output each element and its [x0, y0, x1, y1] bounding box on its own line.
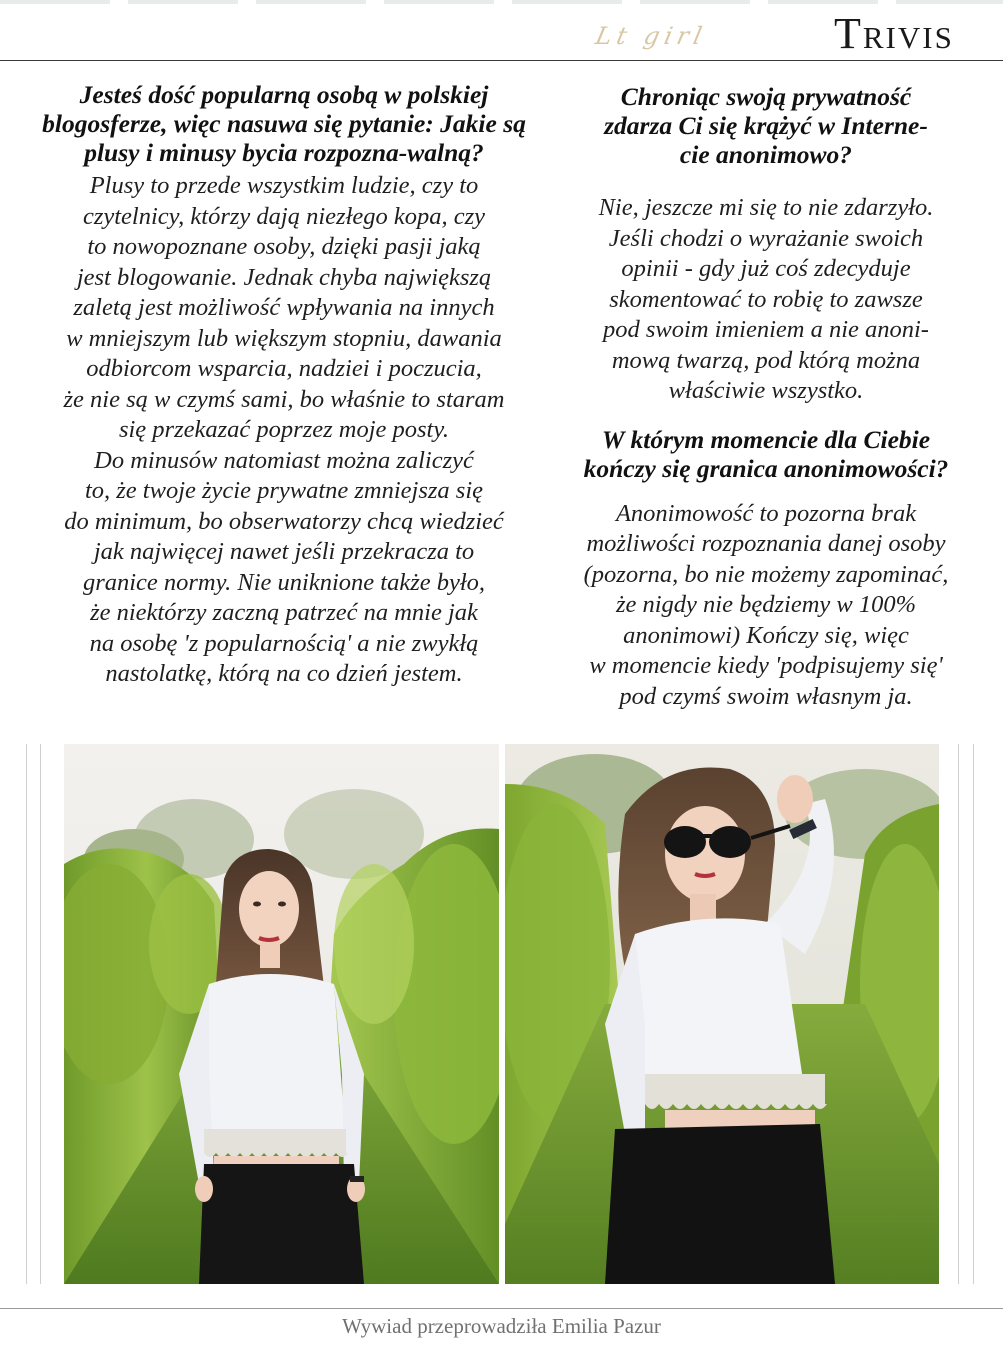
answer-line: w mniejszym lub większym stopniu, dawania	[66, 324, 502, 352]
brand-script-logo: Lt girl	[593, 22, 710, 50]
answer-line: się przekazać poprzez moje posty.	[118, 416, 450, 443]
left-margin-line	[40, 744, 41, 1284]
question-line: W którym momencie dla Ciebie	[601, 424, 931, 454]
answer-line: do minimum, bo obserwatorzy chcą wiedzieć	[64, 507, 504, 535]
answer-line: pod swoim imieniem a nie anoni-	[603, 316, 929, 343]
answer-line: Plusy to przede wszystkim ludzie, czy to	[89, 172, 479, 199]
answer-line: skomentować to robię to zawsze	[609, 285, 923, 313]
interview-credit: Wywiad przeprowadziła Emilia Pazur	[342, 1314, 661, 1338]
answer-line: na osobę 'z popularnością' a nie zwykłą	[89, 629, 479, 657]
left-interview-column	[18, 80, 550, 690]
question-anonymity	[540, 425, 992, 483]
photo-girl-front-image	[64, 744, 499, 1284]
answer-line: to nowopoznane osoby, dzięki pasji jaką	[87, 233, 481, 260]
question-line: Chroniąc swoją prywatność	[620, 82, 912, 111]
question-popularity: Jesteś dość popularną osobą w polskiej blogosferze, więc nasuwa się pytanie: Jakie są plusy i minusy bycia rozpozna-walną?	[42, 80, 526, 167]
photo-girl-sunglasses-image	[505, 744, 939, 1284]
answer-line: Nie, jeszcze mi się to nie zdarzyło.	[598, 194, 934, 221]
answer-line: Jeśli chodzi o wyrażanie swoich	[608, 224, 924, 252]
answer-line: (pozorna, bo nie możemy zapominać,	[583, 560, 949, 588]
page-header	[0, 0, 1003, 62]
question-line: zdarza Ci się krążyć w Interne-	[604, 111, 928, 140]
answer-line: to, że twoje życie prywatne zmniejsza się	[84, 477, 484, 504]
answer-line: że nie są w czymś sami, bo właśnie to staram	[63, 385, 505, 413]
answer-line: Do minusów natomiast można zaliczyć	[94, 446, 474, 474]
answer-line: w momencie kiedy 'podpisujemy się'	[589, 652, 943, 679]
answer-line: możliwości rozpoznania danej osoby	[586, 530, 946, 557]
answer-line: granice normy. Nie uniknione także było,	[82, 568, 486, 596]
footer-divider	[0, 1308, 1003, 1309]
answer-line: czytelnicy, którzy dają niezłego kopa, czy	[82, 202, 486, 230]
question-privacy	[540, 82, 992, 169]
answer-line: jest blogowanie. Jednak chyba największą	[76, 263, 492, 291]
answer-line: zaletą jest możliwość wpływania na innych	[73, 294, 495, 321]
question-line: cie anonimowo?	[679, 140, 853, 169]
answer-line: właściwie wszystko.	[668, 377, 864, 404]
question-line: kończy się granica anonimowości?	[583, 453, 949, 483]
right-margin-line	[958, 744, 959, 1284]
answer-anonymity	[540, 499, 992, 713]
answer-line: odbiorcom wsparcia, nadziei i poczucia,	[86, 355, 482, 382]
answer-line: nastolatkę, którą na co dzień jestem.	[105, 660, 463, 687]
answer-popularity	[18, 171, 550, 690]
answer-line: że niektórzy zaczną patrzeć na mnie jak	[90, 599, 478, 626]
answer-line: anonimowi) Kończy się, więc	[623, 621, 909, 649]
photo-girl-front	[64, 744, 499, 1284]
header-divider	[0, 60, 1003, 61]
magazine-title: Trivis	[834, 9, 954, 58]
answer-line: jak najwięcej nawet jeśli przekracza to	[93, 538, 475, 565]
answer-line: Anonimowość to pozorna brak	[615, 499, 917, 527]
right-interview-column	[540, 82, 992, 712]
answer-privacy	[540, 193, 992, 407]
right-margin-line	[973, 744, 974, 1284]
photo-girl-sunglasses	[505, 744, 939, 1284]
answer-line: że nigdy nie będziemy w 100%	[615, 591, 917, 618]
answer-line: opinii - gdy już coś zdecyduje	[621, 255, 911, 282]
answer-line: pod czymś swoim własnym ja.	[619, 682, 913, 710]
answer-line: mową twarzą, pod którą można	[611, 346, 921, 374]
left-margin-line	[26, 744, 27, 1284]
